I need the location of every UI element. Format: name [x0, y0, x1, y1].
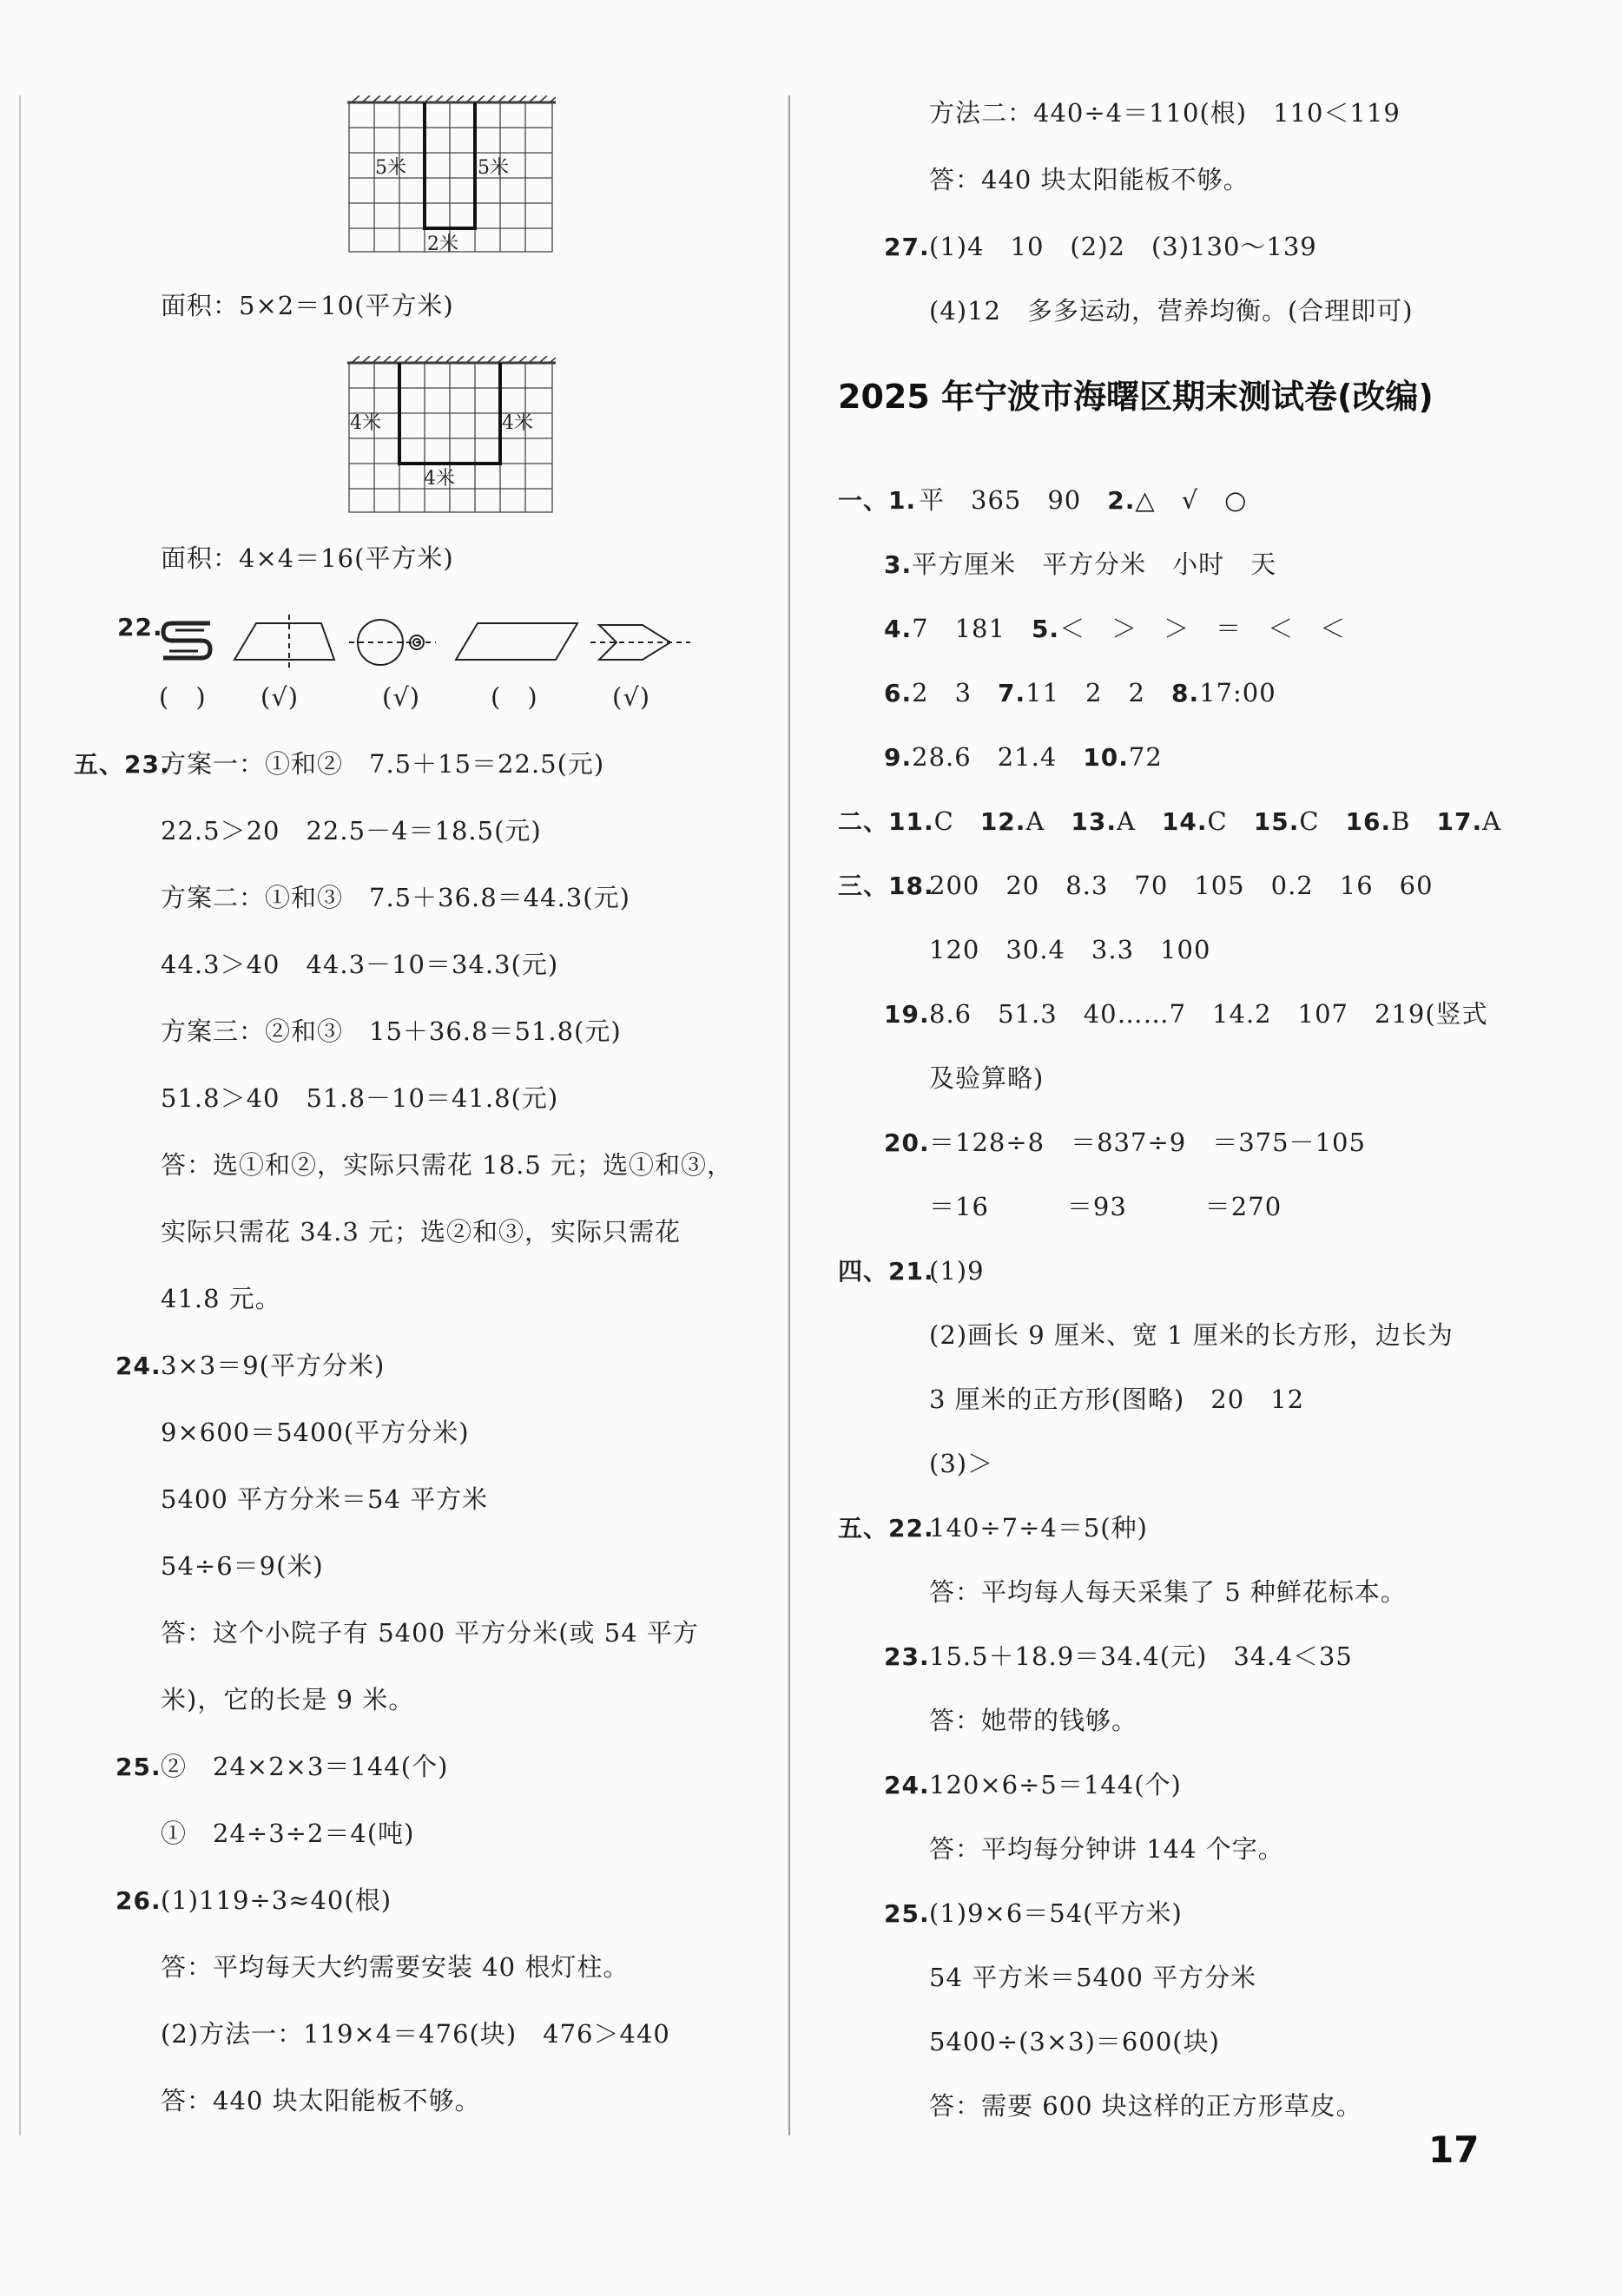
grid-figure-1 — [347, 95, 556, 253]
s5-line-6: 5400÷(3×3)＝600(块) — [929, 2027, 1220, 2056]
page-number: 17 — [1428, 2128, 1480, 2171]
s3-q19-number: 19. — [884, 1000, 930, 1029]
right-column — [790, 0, 1622, 2135]
s5-line-5: 54 平方米＝5400 平方分米 — [929, 1963, 1257, 1992]
q22-number: 22. — [117, 613, 163, 641]
s4-line-4: (3)＞ — [929, 1449, 994, 1478]
s3-line-4: 及验算略) — [929, 1063, 1045, 1093]
q23-line-6: 51.8＞40 51.8－10＝41.8(元) — [161, 1083, 559, 1113]
s1-line-1: 平 365 90 2.△ √ ○ — [919, 485, 1248, 515]
s5-answer-4: 答：需要 600 块这样的正方形草皮。 — [929, 2091, 1362, 2121]
q23-answer-1: 答：选①和②，实际只需花 18.5 元；选①和③， — [161, 1150, 734, 1180]
s5-line-4: (1)9×6＝54(平方米) — [929, 1898, 1183, 1928]
s5-answer-1: 答：平均每人每天采集了 5 种鲜花标本。 — [929, 1577, 1407, 1607]
q26-answer-3: 答：440 块太阳能板不够。 — [929, 165, 1249, 194]
q27-line-2: (4)12 多多运动，营养均衡。(合理即可) — [929, 296, 1414, 326]
s4-line-1: (1)9 — [929, 1256, 985, 1286]
area-line-1: 面积：5×2＝10(平方米) — [161, 291, 454, 320]
q26-line-2: (2)方法一：119×4＝476(块) 476＞440 — [161, 2019, 670, 2049]
s3-q20-number: 20. — [884, 1128, 930, 1157]
s5-answer-2: 答：她带的钱够。 — [929, 1706, 1138, 1735]
grid-figure-2 — [347, 356, 556, 514]
s3-line-2: 120 30.4 3.3 100 — [929, 935, 1211, 964]
q22-mark-5: (√) — [612, 682, 651, 712]
q22-mark-3: (√) — [382, 682, 421, 712]
q23-line-5: 方案三：②和③ 15＋36.8＝51.8(元) — [161, 1016, 622, 1046]
s5-q23-number: 23. — [884, 1642, 930, 1671]
s5-answer-3: 答：平均每分钟讲 144 个字。 — [929, 1834, 1284, 1864]
q22-shape-trapezoid — [234, 615, 334, 668]
s5-line-3: 120×6÷5＝144(个) — [929, 1770, 1182, 1799]
fig2-label-bottom: 4米 — [424, 468, 455, 490]
s5-q22-number: 五、22. — [838, 1514, 934, 1543]
q24-line-4: 54÷6＝9(米) — [161, 1551, 324, 1581]
s3-line-1: 200 20 8.3 70 105 0.2 16 60 — [929, 871, 1434, 900]
s4-q21-number: 四、21. — [838, 1257, 934, 1286]
q23-answer-3: 41.8 元。 — [161, 1284, 281, 1313]
q26-line-1: (1)119÷3≈40(根) — [161, 1885, 392, 1915]
s1-line-3: 4.7 181 5.＜ ＞ ＞ ＝ ＜ ＜ — [884, 614, 1347, 643]
q24-answer-1: 答：这个小院子有 5400 平方分米(或 54 平方 — [161, 1618, 699, 1648]
q22-mark-4: ( ) — [491, 682, 538, 712]
q23-number: 五、23. — [74, 750, 170, 779]
q23-line-3: 方案二：①和③ 7.5＋36.8＝44.3(元) — [161, 883, 630, 912]
q24-number: 24. — [115, 1352, 162, 1380]
q26-number: 26. — [115, 1886, 162, 1915]
q25-line-2: ① 24÷3÷2＝4(吨) — [161, 1819, 415, 1848]
s2-line-1: 二、11.C 12.A 13.A 14.C 15.C 16.B 17.A — [838, 806, 1502, 836]
q24-line-3: 5400 平方分米＝54 平方米 — [161, 1484, 489, 1514]
s5-q25-number: 25. — [884, 1899, 930, 1928]
q25-line-1: ② 24×2×3＝144(个) — [161, 1752, 449, 1781]
q27-number: 27. — [884, 233, 930, 261]
q26-answer-2: 答：440 块太阳能板不够。 — [161, 2086, 481, 2115]
s5-line-2: 15.5＋18.9＝34.4(元) 34.4＜35 — [929, 1641, 1353, 1671]
q22-shape-circles — [349, 620, 436, 665]
s1-line-5: 9.28.6 21.4 10.72 — [884, 742, 1163, 772]
q23-answer-2: 实际只需花 34.3 元；选②和③，实际只需花 — [161, 1217, 682, 1247]
q25-number: 25. — [115, 1753, 162, 1781]
q26-method-2: 方法二：440÷4＝110(根) 110＜119 — [929, 98, 1401, 128]
s3-line-5: ＝128÷8 ＝837÷9 ＝375－105 — [929, 1128, 1366, 1157]
q26-answer-1: 答：平均每天大约需要安装 40 根灯柱。 — [161, 1952, 630, 1982]
fig1-label-bottom: 2米 — [427, 234, 458, 253]
area-line-2: 面积：4×4＝16(平方米) — [161, 543, 454, 573]
fig1-label-right: 5米 — [478, 157, 509, 179]
fig2-label-right: 4米 — [502, 412, 533, 434]
fig2-label-left: 4米 — [350, 412, 381, 434]
q24-line-1: 3×3＝9(平方分米) — [161, 1351, 386, 1380]
q23-line-4: 44.3＞40 44.3－10＝34.3(元) — [161, 950, 559, 979]
q22-shapes — [156, 608, 695, 668]
q22-shape-parallelogram — [456, 623, 577, 660]
q22-mark-2: (√) — [260, 682, 300, 712]
s1-line-2: 3.平方厘米 平方分米 小时 天 — [884, 549, 1277, 579]
s4-line-3: 3 厘米的正方形(图略) 20 12 — [929, 1385, 1305, 1414]
s3-q18-number: 三、18. — [838, 872, 934, 900]
q24-answer-2: 米)，它的长是 9 米。 — [161, 1685, 415, 1714]
s1-line-4: 6.2 3 7.11 2 2 8.17:00 — [884, 678, 1276, 707]
q23-line-2: 22.5＞20 22.5－4＝18.5(元) — [161, 816, 542, 845]
q22-shape-arrow — [590, 625, 690, 660]
fig1-label-left: 5米 — [375, 157, 406, 179]
s3-line-3: 8.6 51.3 40……7 14.2 107 219(竖式 — [929, 999, 1488, 1029]
q22-mark-1: ( ) — [159, 682, 207, 712]
s4-line-2: (2)画长 9 厘米、宽 1 厘米的长方形，边长为 — [929, 1320, 1454, 1350]
s5-q24-number: 24. — [884, 1771, 930, 1799]
exam-title: 2025 年宁波市海曙区期末测试卷(改编) — [838, 378, 1434, 416]
s5-line-1: 140÷7÷4＝5(种) — [929, 1513, 1148, 1543]
q23-line-1: 方案一：①和② 7.5＋15＝22.5(元) — [161, 749, 605, 779]
s3-line-6: ＝16 ＝93 ＝270 — [929, 1192, 1282, 1221]
q22-shape-s-logo — [163, 623, 210, 658]
q24-line-2: 9×600＝5400(平方分米) — [161, 1418, 470, 1447]
left-column — [0, 0, 790, 2135]
s1-q1-number: 一、1. — [838, 486, 917, 515]
q27-line-1: (1)4 10 (2)2 (3)130～139 — [929, 232, 1317, 261]
